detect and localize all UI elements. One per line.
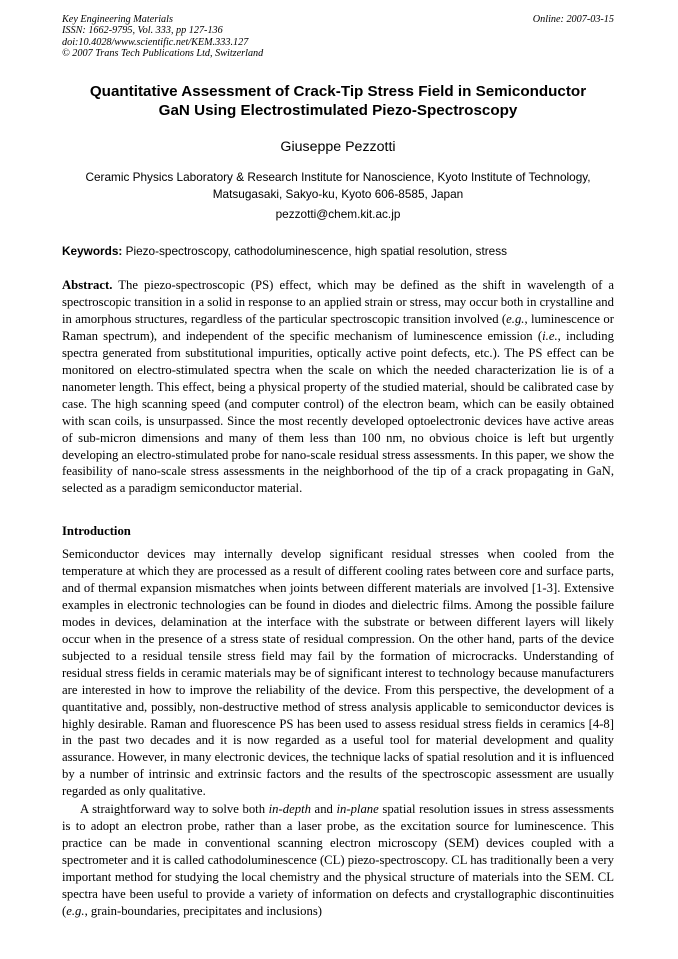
intro2-text-1: A straightforward way to solve both [80,802,269,816]
keywords-label: Keywords: [62,244,123,258]
affiliation [62,169,614,203]
journal-copyright: © 2007 Trans Tech Publications Ltd, Switzerland [62,48,264,60]
abstract-label: Abstract. [62,278,113,292]
author-email[interactable]: pezzotti@chem.kit.ac.jp [275,207,401,221]
intro-paragraph-1: Semiconductor devices may internally develop significant residual stresses when cooled from the temperature at which they are processed as a result of different cooling rates between core and surface parts, and of thermal expansion mismatches when joints between different materials are involved [1-3]. Extensive examples in electronic technologies can be found in diodes and dielectric films. Among the possible failure modes in devices, delamination at the interface with the substrate or between different layers will likely occur when in the presence of a stress state of residual compression. On the other hand, parts of the device subjected to a residual tensile stress field may fail by the formation of microcracks. Understanding of residual stress fields in ceramic materials may be of significant interest to technology because manufacturers are interested in how to improve the reliability of the device. From this perspective, the development of a quantitative and, possibly, non-destructive method of stress analysis applicable to semiconductor devices is highly desirable. Raman and fluorescence PS has been used to assess residual stress fields in ceramics [4-8] in the past two decades and it is now regarded as a useful tool for material development and quality assurance. However, in many electronic devices, the technique lacks of spatial resolution and it is influenced by a number of intrinsic and extrinsic factors and the results of the spectroscopic assessment are usually regarded as only qualitative. [62,547,614,799]
intro-paragraph-2 [62,801,614,920]
title-line-1: Quantitative Assessment of Crack-Tip Stress Field in Semiconductor [89,83,587,100]
keywords-text: Piezo-spectroscopy, cathodoluminescence, high spatial resolution, stress [122,244,508,258]
abstract [62,277,614,497]
affiliation-line-2: Matsugasaki, Sakyo-ku, Kyoto 606-8585, Japan [212,187,464,202]
abstract-ie: i.e. [542,328,558,343]
abstract-text-2: , luminescence or Raman spectrum), and independent of the specific mechanism of luminescence emission ( [62,311,614,343]
intro2-eg: e.g. [66,903,85,918]
journal-doi[interactable]: doi:10.4028/www.scientific.net/KEM.333.127 [62,36,249,48]
affiliation-line-1: Ceramic Physics Laboratory & Research Institute for Nanoscience, Kyoto Institute of Technology, [85,170,591,184]
intro2-text-4: , grain-boundaries, precipitates and inclusions) [84,903,323,918]
journal-header [62,14,263,60]
abstract-text-1: The piezo-spectroscopic (PS) effect, which may be defined as the shift in wavelength of a spectroscopic transition in a solid in response to an applied strain or stress, may occur both in crystalline and in amorphous structures, regardless of the particular spectroscopic transition involved ( [62,278,614,326]
abstract-text-3: , including spectra generated from substitutional impurities, optically active point defects, etc.). The PS effect can be monitored on electro-stimulated spectra when the scale on which the needed characterization lie is of a nanometer length. This effect, being a physical property of the studied material, should be calibrated case by case. The high scanning speed (and computer control) of the electron beam, which can be easily obtained with scan coils, is unsurpassed. Since the most recently developed optoelectronic devices have active areas of sub-micron dimensions and many of them less than 100 nm, no obvious choice is left but urgently developing an electro-stimulated probe for nano-scale residual stress assessments. In this paper, we show the feasibility of nano-scale stress assessments in the neighborhood of the tip of a crack propagating in GaN, selected as a paradigm semiconductor material. [62,328,614,496]
online-date: Online: 2007-03-15 [532,14,614,25]
journal-name: Key Engineering Materials [62,14,173,25]
intro2-text-2: and [310,802,337,816]
abstract-eg: e.g. [506,311,525,326]
journal-issn: ISSN: 1662-9795, Vol. 333, pp 127-136 [62,25,223,37]
keywords [62,243,614,259]
intro2-text-3: spatial resolution issues in stress assessments is to adopt an electron probe, rather than a laser probe, as the excitation source for luminescence. This practice can be made in conventional scanning electron microscopy (SEM) devices coupled with a spectrometer and it is called cathodoluminescence (CL) piezo-spectroscopy. CL has traditionally been a very important method for studying the local chemistry and the physical structure of materials into the SEM. CL spectra have been useful to provide a variety of information on defects and crystallographic discontinuities ( [62,802,614,918]
intro2-in-depth: in-depth [268,802,311,816]
title-line-2: GaN Using Electrostimulated Piezo-Spectroscopy [158,102,518,119]
author-name: Giuseppe Pezzotti [280,139,396,155]
intro2-in-plane: in-plane [336,802,379,816]
section-heading-introduction: Introduction [62,524,131,538]
paper-title [62,82,614,120]
